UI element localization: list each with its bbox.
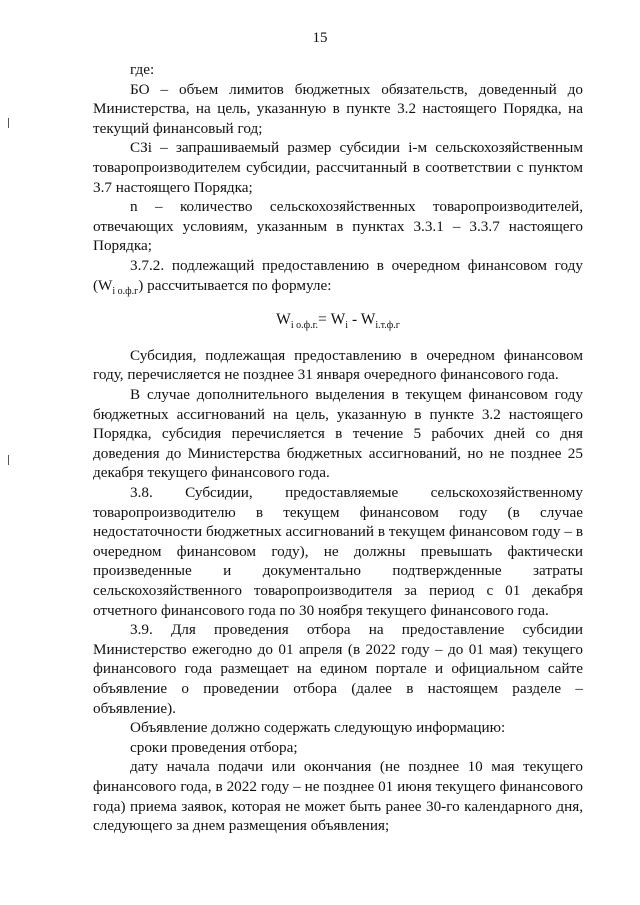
paragraph-announcement-info: Объявление должно содержать следующую информацию:	[130, 719, 506, 737]
paragraph-3-7-2-main: 3.7.2. подлежащий предоставлению в очередном финансовом году (W	[93, 256, 583, 294]
paragraph-szi-definition: СЗi – запрашиваемый размер субсидии i-м сельскохозяйственным товаропроизводителем субсидии, рассчитанный в соответствии с пунктом 3.7 настоящего Порядка;	[93, 139, 583, 196]
binder-mark-middle	[8, 455, 9, 465]
document-body	[93, 60, 583, 836]
formula-mid-sub: i	[345, 320, 349, 332]
formula	[93, 310, 583, 336]
paragraph-3-8: 3.8. Субсидии, предоставляемые сельскохозяйственному товаропроизводителю в текущем финансовом году (в случае недостаточности бюджетных ассигнований в текущем финансовом году – в очередном финансовом году), не должны превышать фактически произведенные и документально подтвержденные затраты сельскохозяйственного товаропроизводителя за период с 01 декабря отчетного финансового года по 30 ноября текущего финансового года.	[93, 484, 583, 619]
binder-mark-top	[8, 118, 9, 128]
page-number: 15	[312, 30, 328, 46]
paragraph-n-definition: n – количество сельскохозяйственных товаропроизводителей, отвечающих условиям, указанным в пунктах 3.3.1 – 3.3.7 настоящего Порядка;	[93, 198, 583, 255]
paragraph-additional-allocation: В случае дополнительного выделения в текущем финансовом году бюджетных ассигнований на цель, указанную в пункте 3.2 настоящего Порядка, субсидия перечисляется в течение 5 рабочих дней со дня доведения до Министерства бюджетных ассигнований, но не позднее 25 декабря текущего финансового года.	[93, 386, 583, 482]
paragraph-selection-dates: сроки проведения отбора;	[130, 738, 298, 756]
paragraph-subsidy-next-year: Субсидия, подлежащая предоставлению в очередном финансовом году, перечисляется не позднее 31 января очередного финансового года.	[93, 346, 583, 384]
paragraph-3-7-2-end: ) рассчитывается по формуле:	[138, 276, 332, 294]
paragraph-3-7-2-sub: i о.ф.г	[112, 285, 139, 297]
formula-eq: = W	[318, 311, 346, 329]
paragraph-application-dates: дату начала подачи или окончания (не позднее 10 мая текущего финансового года, в 2022 году – не позднее 01 июня текущего финансового года) приема заявок, которая не может быть ранее 30-го календарного дня, следующего за днем размещения объявления;	[93, 758, 583, 835]
formula-lhs: W	[276, 311, 291, 329]
paragraph-where: где:	[130, 61, 155, 78]
paragraph-3-7-2	[93, 256, 583, 301]
formula-lhs-sub: i о.ф.г.	[290, 320, 319, 332]
paragraph-bo-definition: БО – объем лимитов бюджетных обязательств, доведенный до Министерства, на цель, указанную в пункте 3.2 настоящего Порядка, на текущий финансовый год;	[93, 80, 583, 137]
formula-minus: - W	[348, 311, 376, 329]
paragraph-3-9: 3.9. Для проведения отбора на предоставление субсидии Министерство ежегодно до 01 апреля (в 2022 году – до 01 мая) текущего финансового года размещает на едином портале и официальном сайте объявление о проведении отбора (далее в настоящем разделе – объявление).	[93, 621, 583, 717]
formula-rhs-sub: i.т.ф.г	[375, 320, 400, 332]
